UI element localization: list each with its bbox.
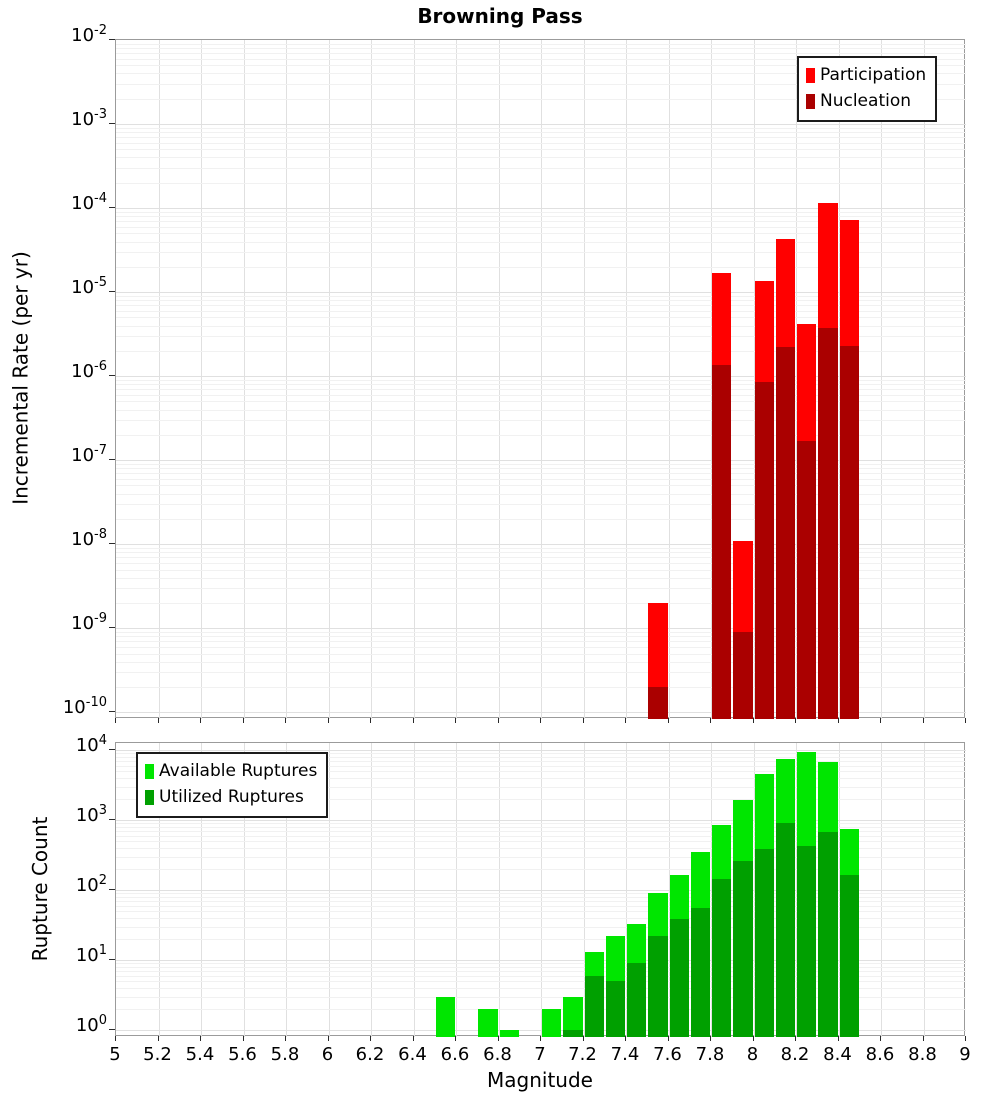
grid-line-minor — [116, 927, 966, 928]
grid-line-minor — [116, 588, 966, 589]
x-tick-label: 8 — [746, 1044, 759, 1065]
y-tick-label: $10^{-7}$ — [71, 443, 107, 467]
x-tick-mark — [753, 718, 754, 723]
y-tick-label: $10^{-5}$ — [71, 275, 107, 299]
x-tick-mark — [583, 1036, 584, 1041]
bar-nucleation-8.25 — [797, 441, 816, 719]
legend-label-participation: Participation — [820, 65, 927, 85]
grid-line-minor — [116, 183, 966, 184]
bar-utilized-7.85 — [712, 879, 731, 1037]
bar-utilized-8.45 — [840, 875, 859, 1037]
x-tick-mark — [710, 718, 711, 723]
x-tick-label: 7.8 — [695, 1044, 725, 1065]
x-tick-mark — [795, 1036, 796, 1041]
x-tick-mark — [455, 718, 456, 723]
grid-line-major — [116, 712, 966, 713]
grid-line-minor — [116, 672, 966, 673]
bar-utilized-8.15 — [776, 823, 795, 1037]
x-tick-mark — [668, 718, 669, 723]
chart-title: Browning Pass — [417, 4, 583, 28]
grid-line-minor — [116, 132, 966, 133]
grid-line-minor — [116, 143, 966, 144]
y-axis-label-count: Rupture Count — [28, 816, 52, 962]
bar-nucleation-8.45 — [840, 346, 859, 719]
grid-line-minor — [116, 911, 966, 912]
bar-utilized-7.75 — [691, 908, 710, 1037]
grid-line-minor — [116, 137, 966, 138]
grid-line-minor — [116, 836, 966, 837]
grid-line-minor — [116, 267, 966, 268]
x-tick-label: 5.2 — [143, 1044, 172, 1065]
grid-line-minor — [116, 552, 966, 553]
grid-line-minor — [116, 336, 966, 337]
grid-line-minor — [116, 157, 966, 158]
y-tick-mark — [109, 207, 115, 208]
y-tick-mark — [109, 819, 115, 820]
grid-line-minor — [116, 641, 966, 642]
grid-line-minor — [116, 662, 966, 663]
grid-line-minor — [116, 305, 966, 306]
x-tick-mark — [498, 718, 499, 723]
x-tick-mark — [413, 718, 414, 723]
grid-line-minor — [116, 149, 966, 150]
bar-utilized-8.25 — [797, 846, 816, 1037]
x-tick-mark — [965, 1036, 966, 1041]
grid-line-minor — [116, 997, 966, 998]
grid-line-minor — [116, 918, 966, 919]
x-tick-mark — [285, 718, 286, 723]
grid-line-minor — [116, 44, 966, 45]
x-tick-mark — [200, 1036, 201, 1041]
grid-line-minor — [116, 252, 966, 253]
grid-line-minor — [116, 519, 966, 520]
bar-utilized-7.45 — [627, 963, 646, 1037]
legend-item-participation — [806, 62, 926, 88]
y-tick-mark — [109, 749, 115, 750]
grid-line-minor — [116, 841, 966, 842]
grid-line-minor — [116, 485, 966, 486]
bar-utilized-8.35 — [818, 832, 837, 1037]
grid-line-minor — [116, 988, 966, 989]
y-tick-mark — [109, 459, 115, 460]
bar-utilized-7.65 — [670, 919, 689, 1037]
grid-line-minor — [116, 53, 966, 54]
x-tick-mark — [158, 718, 159, 723]
grid-line-minor — [116, 647, 966, 648]
y-tick-mark — [109, 543, 115, 544]
y-axis-label-rate: Incremental Rate (per yr) — [8, 251, 33, 505]
grid-line-minor — [116, 831, 966, 832]
x-tick-mark — [328, 718, 329, 723]
grid-line-major — [116, 544, 966, 545]
grid-line-minor — [116, 939, 966, 940]
grid-line-minor — [116, 479, 966, 480]
grid-line-minor — [116, 468, 966, 469]
y-tick-mark — [109, 627, 115, 628]
grid-line-minor — [116, 389, 966, 390]
y-tick-label: $10^{-9}$ — [71, 611, 107, 635]
y-tick-label: $10^1$ — [75, 943, 107, 966]
bar-utilized-7.55 — [648, 936, 667, 1037]
x-tick-label: 5 — [109, 1044, 121, 1065]
grid-line-minor — [116, 311, 966, 312]
grid-line-minor — [116, 548, 966, 549]
grid-line-minor — [116, 504, 966, 505]
x-tick-mark — [498, 1036, 499, 1041]
bar-utilized-8.05 — [755, 849, 774, 1037]
grid-line-minor — [116, 464, 966, 465]
bar-utilized-7.95 — [733, 861, 752, 1037]
x-tick-mark — [370, 718, 371, 723]
x-tick-mark — [540, 1036, 541, 1041]
grid-line-minor — [116, 216, 966, 217]
y-tick-label: $10^2$ — [75, 873, 107, 896]
x-tick-label: 8.4 — [823, 1044, 852, 1065]
bar-nucleation-7.85 — [712, 365, 731, 719]
x-tick-mark — [668, 1036, 669, 1041]
grid-line-major — [116, 890, 966, 891]
y-tick-mark — [109, 39, 115, 40]
legend-item-utilized — [145, 784, 317, 810]
legend-count — [136, 752, 328, 818]
bar-utilized-7.25 — [585, 976, 604, 1037]
bar-nucleation-8.35 — [818, 328, 837, 719]
grid-line-minor — [116, 326, 966, 327]
y-tick-mark — [109, 1029, 115, 1030]
legend-rate — [797, 56, 937, 122]
x-tick-label: 8.8 — [908, 1044, 937, 1065]
grid-line-minor — [116, 570, 966, 571]
grid-line-minor — [116, 636, 966, 637]
x-tick-mark — [243, 1036, 244, 1041]
y-tick-mark — [109, 291, 115, 292]
x-tick-mark — [753, 1036, 754, 1041]
grid-line-major — [116, 292, 966, 293]
grid-line-minor — [116, 351, 966, 352]
grid-line-major — [116, 750, 966, 751]
x-tick-mark — [838, 1036, 839, 1041]
grid-line-major — [116, 628, 966, 629]
x-tick-mark — [710, 1036, 711, 1041]
x-tick-label: 5.4 — [185, 1044, 215, 1065]
grid-line-minor — [116, 603, 966, 604]
y-tick-label: $10^{-10}$ — [62, 695, 107, 719]
x-tick-mark — [285, 1036, 286, 1041]
x-tick-label: 5.6 — [228, 1044, 257, 1065]
grid-line-minor — [116, 963, 966, 964]
x-tick-label: 6.6 — [440, 1044, 470, 1065]
bar-nucleation-8.15 — [776, 347, 795, 719]
grid-line-major — [116, 1030, 966, 1031]
bar-available-6.85 — [500, 1030, 519, 1037]
x-tick-mark — [838, 718, 839, 723]
legend-label-available: Available Ruptures — [159, 761, 318, 781]
x-tick-label: 6.8 — [483, 1044, 512, 1065]
grid-line-minor — [116, 395, 966, 396]
x-tick-label: 5.8 — [270, 1044, 300, 1065]
grid-line-major — [116, 208, 966, 209]
y-tick-label: $10^{-6}$ — [71, 359, 107, 383]
x-tick-mark — [795, 718, 796, 723]
grid-line-minor — [116, 869, 966, 870]
grid-line-minor — [116, 906, 966, 907]
x-tick-label: 7.4 — [610, 1044, 640, 1065]
y-tick-label: $10^{-4}$ — [71, 191, 107, 215]
x-tick-mark — [115, 718, 116, 723]
grid-line-minor — [116, 981, 966, 982]
grid-line-minor — [116, 384, 966, 385]
grid-line-minor — [116, 632, 966, 633]
x-tick-mark — [625, 1036, 626, 1041]
bar-available-7.05 — [542, 1009, 561, 1037]
grid-line-minor — [116, 420, 966, 421]
x-tick-mark — [880, 1036, 881, 1041]
grid-line-minor — [116, 654, 966, 655]
grid-line-minor — [116, 221, 966, 222]
x-tick-label: 8.2 — [780, 1044, 810, 1065]
y-tick-label: $10^4$ — [75, 733, 107, 756]
grid-line-minor — [116, 242, 966, 243]
grid-line-minor — [116, 227, 966, 228]
x-tick-label: 7.6 — [653, 1044, 682, 1065]
y-tick-mark — [109, 711, 115, 712]
x-tick-label: 9 — [959, 1044, 971, 1065]
x-tick-label: 7.2 — [568, 1044, 597, 1065]
grid-line-minor — [116, 857, 966, 858]
x-tick-label: 7 — [534, 1044, 546, 1065]
grid-line-minor — [116, 435, 966, 436]
grid-line-minor — [116, 827, 966, 828]
x-tick-label: 8.6 — [865, 1044, 895, 1065]
grid-line-major — [116, 124, 966, 125]
utilized-swatch-icon — [145, 790, 154, 805]
bar-available-6.75 — [478, 1009, 497, 1037]
bar-utilized-7.15 — [563, 1030, 582, 1037]
grid-line-minor — [116, 848, 966, 849]
participation-swatch-icon — [806, 68, 815, 83]
grid-line-minor — [116, 897, 966, 898]
bar-nucleation-7.55 — [648, 687, 667, 719]
x-tick-mark — [370, 1036, 371, 1041]
x-tick-mark — [115, 1036, 116, 1041]
y-tick-mark — [109, 959, 115, 960]
grid-line-minor — [116, 563, 966, 564]
grid-line-minor — [116, 296, 966, 297]
grid-line-minor — [116, 168, 966, 169]
legend-item-nucleation — [806, 88, 926, 114]
x-tick-mark — [413, 1036, 414, 1041]
x-tick-mark — [583, 718, 584, 723]
x-tick-mark — [880, 718, 881, 723]
grid-line-minor — [116, 317, 966, 318]
grid-line-minor — [116, 233, 966, 234]
grid-line-minor — [116, 494, 966, 495]
grid-line-minor — [116, 473, 966, 474]
x-tick-label: 6.2 — [355, 1044, 385, 1065]
grid-line-major — [116, 960, 966, 961]
x-tick-mark — [965, 718, 966, 723]
grid-line-minor — [116, 893, 966, 894]
bar-available-6.55 — [436, 997, 455, 1037]
grid-line-minor — [116, 300, 966, 301]
grid-line-minor — [116, 128, 966, 129]
grid-line-minor — [116, 901, 966, 902]
x-tick-label: 6 — [321, 1044, 334, 1065]
grid-line-minor — [116, 48, 966, 49]
grid-line-minor — [116, 967, 966, 968]
x-tick-mark — [200, 718, 201, 723]
y-tick-mark — [109, 123, 115, 124]
grid-line-minor — [116, 401, 966, 402]
bar-utilized-7.35 — [606, 981, 625, 1037]
y-tick-label: $10^{-8}$ — [71, 527, 107, 551]
grid-line-minor — [116, 410, 966, 411]
grid-line-major — [116, 820, 966, 821]
legend-label-utilized: Utilized Ruptures — [159, 787, 304, 807]
y-tick-mark — [109, 889, 115, 890]
grid-line-minor — [116, 823, 966, 824]
y-tick-label: $10^3$ — [75, 803, 107, 826]
y-tick-label: $10^{-3}$ — [71, 107, 107, 131]
x-tick-mark — [158, 1036, 159, 1041]
x-tick-mark — [923, 1036, 924, 1041]
x-tick-mark — [243, 718, 244, 723]
available-swatch-icon — [145, 764, 154, 779]
legend-label-nucleation: Nucleation — [820, 91, 912, 111]
bar-nucleation-7.95 — [733, 632, 752, 719]
grid-line-minor — [116, 578, 966, 579]
grid-line-minor — [116, 557, 966, 558]
x-tick-mark — [923, 718, 924, 723]
x-tick-label: 6.4 — [398, 1044, 427, 1065]
x-tick-mark — [328, 1036, 329, 1041]
grid-line-minor — [116, 976, 966, 977]
legend-item-available — [145, 758, 317, 784]
x-axis-label: Magnitude — [487, 1068, 593, 1092]
grid-line-major — [116, 460, 966, 461]
grid-line-minor — [116, 971, 966, 972]
x-tick-mark — [540, 718, 541, 723]
nucleation-swatch-icon — [806, 94, 815, 109]
y-tick-label: $10^0$ — [75, 1013, 107, 1036]
y-tick-mark — [109, 375, 115, 376]
grid-line-minor — [116, 687, 966, 688]
x-tick-mark — [625, 718, 626, 723]
y-tick-label: $10^{-2}$ — [71, 23, 107, 46]
grid-line-minor — [116, 1009, 966, 1010]
grid-line-minor — [116, 212, 966, 213]
rate-plot-panel — [115, 39, 965, 718]
x-tick-mark — [455, 1036, 456, 1041]
grid-line-minor — [116, 380, 966, 381]
bar-nucleation-8.05 — [755, 382, 774, 719]
grid-line-major — [116, 376, 966, 377]
